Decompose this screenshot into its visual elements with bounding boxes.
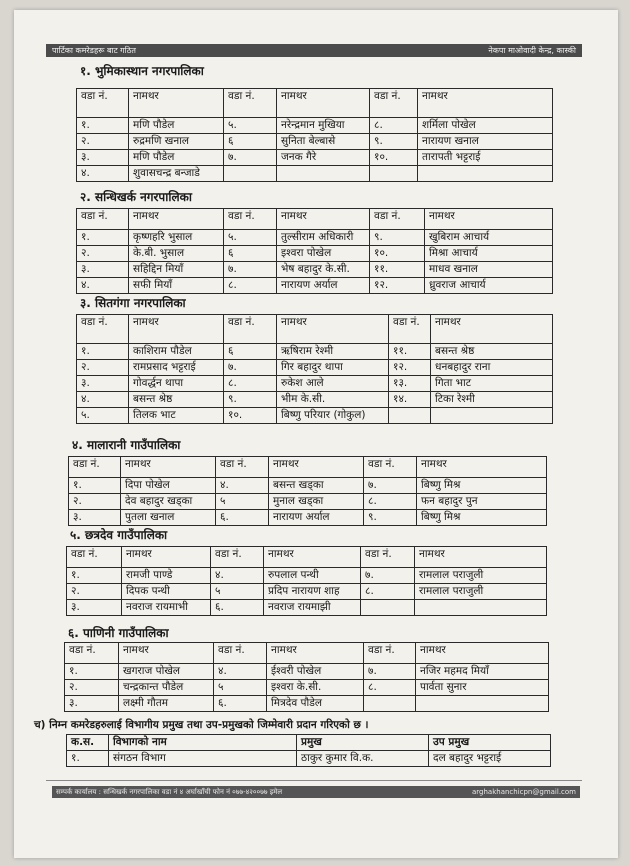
table-header-cell: वडा नं. xyxy=(370,89,418,118)
table-cell: ११. xyxy=(389,344,431,360)
table-cell: ८. xyxy=(364,680,416,696)
header-left-text: पार्टिका कमरेडहरू बाट गठित xyxy=(52,46,136,55)
table-row xyxy=(77,360,553,376)
table-cell: बसन्त खड्का xyxy=(269,478,364,494)
table-cell: भेष बहादुर के.सी. xyxy=(277,262,370,278)
table-row xyxy=(65,696,549,712)
table-header-cell: वडा नं. xyxy=(69,457,121,478)
table-header-cell: क.स. xyxy=(67,735,109,751)
table-header-cell: उप प्रमुख xyxy=(429,735,551,751)
table-cell: ४. xyxy=(77,166,129,182)
table-cell: रुद्रमणि खनाल xyxy=(129,134,224,150)
table-cell: ९. xyxy=(364,510,417,526)
table-header-cell: नामथर xyxy=(415,547,547,568)
table-cell: १. xyxy=(77,344,129,360)
table-cell: ६. xyxy=(214,696,267,712)
table-header-cell: प्रमुख xyxy=(297,735,429,751)
table-row xyxy=(65,664,549,680)
footer-email: arghakhanchicpn@gmail.com xyxy=(471,788,576,796)
table-cell: ८. xyxy=(364,494,417,510)
table-cell: १०. xyxy=(370,246,425,262)
table-cell: १२. xyxy=(370,278,425,294)
table-cell: ५. xyxy=(224,230,277,246)
table-cell: नारायण अर्याल xyxy=(269,510,364,526)
table-cell xyxy=(418,166,553,182)
table-header-row xyxy=(77,315,553,344)
department-table xyxy=(66,734,551,767)
table-cell: बिष्णु परियार (गोकुल) xyxy=(277,408,389,424)
table-header-cell: नामथर xyxy=(425,209,553,230)
table-cell: ७. xyxy=(224,360,277,376)
table-row xyxy=(65,680,549,696)
table-header-cell: नामथर xyxy=(119,643,214,664)
table-row xyxy=(77,166,553,182)
table-cell: सुनिता बेल्बासे xyxy=(277,134,370,150)
table-row xyxy=(67,584,547,600)
ward-table xyxy=(64,642,549,712)
table-row xyxy=(77,376,553,392)
table-cell: ईश्वरी पोखेल xyxy=(267,664,364,680)
table-cell: रामप्रसाद भट्टराई xyxy=(129,360,224,376)
table-header-cell: नामथर xyxy=(416,643,549,664)
table-cell: ८. xyxy=(224,278,277,294)
table-cell: ७. xyxy=(224,262,277,278)
footer-address: सम्पर्क कार्यालय : सन्धिखर्क नगरपालिका वडा नं ४ अर्घाखाँची फोन नं ०७७-४२००७७ इमेल xyxy=(56,788,283,796)
table-row xyxy=(67,751,551,767)
table-row xyxy=(77,344,553,360)
table-header-cell: वडा नं. xyxy=(77,209,129,230)
table-cell xyxy=(277,166,370,182)
table-cell: ६ xyxy=(224,344,277,360)
table-cell: ९. xyxy=(224,392,277,408)
table-header-cell: वडा नं. xyxy=(364,643,416,664)
table-cell: ३. xyxy=(69,510,121,526)
table-cell: पार्वता सुनार xyxy=(416,680,549,696)
table-cell: २. xyxy=(69,494,121,510)
table-cell: बसन्त श्रेष्ठ xyxy=(431,344,553,360)
table-cell: दल बहादुर भट्टराई xyxy=(429,751,551,767)
table-cell xyxy=(416,696,549,712)
table-cell: पुतला खनाल xyxy=(121,510,216,526)
table-cell: ३. xyxy=(65,696,119,712)
table-row xyxy=(77,408,553,424)
table-header-row xyxy=(65,643,549,664)
table-header-cell: नामथर xyxy=(129,209,224,230)
header-right-text: नेकपा माओवादी केन्द्र, कास्की xyxy=(488,46,576,55)
table-row xyxy=(77,118,553,134)
table-header-cell: नामथर xyxy=(277,209,370,230)
table-header-cell: वडा नं. xyxy=(67,547,122,568)
table-cell: खुबिराम आचार्य xyxy=(425,230,553,246)
table-cell: १२. xyxy=(389,360,431,376)
footer-divider xyxy=(46,780,582,781)
table-cell: ५ xyxy=(216,494,269,510)
ward-table xyxy=(76,88,553,182)
table-cell: ध्रुवराज आचार्य xyxy=(425,278,553,294)
table-cell: ३. xyxy=(77,376,129,392)
section-title: २. सन्धिखर्क नगरपालिका xyxy=(80,190,192,204)
table-cell: १३. xyxy=(389,376,431,392)
table-cell: ५ xyxy=(214,680,267,696)
table-header-cell: वडा नं. xyxy=(389,315,431,344)
table-cell: गिता भाट xyxy=(431,376,553,392)
table-header-cell: वडा नं. xyxy=(214,643,267,664)
table-cell: १. xyxy=(69,478,121,494)
table-cell: शर्मिला पोखेल xyxy=(418,118,553,134)
table-header-cell: वडा नं. xyxy=(224,209,277,230)
table-row xyxy=(69,478,547,494)
table-header-cell: वडा नं. xyxy=(224,315,277,344)
table-cell: ४. xyxy=(77,392,129,408)
table-row xyxy=(69,510,547,526)
table-cell xyxy=(431,408,553,424)
table-cell: ८. xyxy=(224,376,277,392)
table-header-cell: वडा नं. xyxy=(77,315,129,344)
table-cell: लक्ष्मी गौतम xyxy=(119,696,214,712)
table-cell: ४. xyxy=(214,664,267,680)
table-cell: ८. xyxy=(361,584,415,600)
table-cell: मुनाल खड्का xyxy=(269,494,364,510)
table-header-cell: वडा नं. xyxy=(224,89,277,118)
table-row xyxy=(69,494,547,510)
table-cell xyxy=(415,600,547,616)
table-header-cell: नामथर xyxy=(431,315,553,344)
table-cell: काशिराम पौडेल xyxy=(129,344,224,360)
table-cell: नवराज रायमाभी xyxy=(122,600,211,616)
table-header-cell: नामथर xyxy=(122,547,211,568)
table-row xyxy=(77,246,553,262)
table-header-cell: विभागको नाम xyxy=(109,735,297,751)
section-title: ५. छत्रदेव गाउँपालिका xyxy=(70,528,168,542)
table-cell: १. xyxy=(67,751,109,767)
table-cell: संगठन विभाग xyxy=(109,751,297,767)
table-cell: १. xyxy=(77,118,129,134)
table-cell: सफी मियाँ xyxy=(129,278,224,294)
table-cell: ठाकुर कुमार वि.क. xyxy=(297,751,429,767)
table-cell: १४. xyxy=(389,392,431,408)
table-cell: रुकेश आले xyxy=(277,376,389,392)
table-header-cell: नामथर xyxy=(264,547,361,568)
table-cell: गिर बहादुर थापा xyxy=(277,360,389,376)
table-cell: ६ xyxy=(224,134,277,150)
table-row xyxy=(77,278,553,294)
table-cell: मणि पौडेल xyxy=(129,118,224,134)
table-header-cell: नामथर xyxy=(129,89,224,118)
table-row xyxy=(67,568,547,584)
table-row xyxy=(77,392,553,408)
table-cell: ९. xyxy=(370,134,418,150)
table-cell: इश्वरा पोखेल xyxy=(277,246,370,262)
table-cell: बसन्त श्रेष्ठ xyxy=(129,392,224,408)
table-header-cell: वडा नं. xyxy=(65,643,119,664)
footer-bar xyxy=(52,786,580,798)
table-header-cell: वडा नं. xyxy=(77,89,129,118)
table-cell xyxy=(389,408,431,424)
table-cell: नजिर महमद मियाँ xyxy=(416,664,549,680)
ward-table xyxy=(68,456,547,526)
table-cell: ४. xyxy=(77,278,129,294)
table-cell: दिपा पोखेल xyxy=(121,478,216,494)
table-cell: २. xyxy=(77,360,129,376)
table-cell: ३. xyxy=(77,150,129,166)
table-row xyxy=(77,262,553,278)
table-cell: ६. xyxy=(216,510,269,526)
table-header-cell: नामथर xyxy=(277,315,389,344)
table-header-cell: नामथर xyxy=(269,457,364,478)
table-header-row xyxy=(67,547,547,568)
table-cell: देव बहादुर खड्का xyxy=(121,494,216,510)
table-cell: के.बी. भुसाल xyxy=(129,246,224,262)
section-title: ६. पाणिनी गाउँपालिका xyxy=(68,626,169,640)
table-cell: ७. xyxy=(364,478,417,494)
table-cell: १०. xyxy=(370,150,418,166)
header-bar xyxy=(46,44,582,57)
table-cell: नारायण अर्याल xyxy=(277,278,370,294)
table-header-cell: नामथर xyxy=(129,315,224,344)
table-cell: १. xyxy=(77,230,129,246)
table-cell: १. xyxy=(65,664,119,680)
table-cell: ५. xyxy=(77,408,129,424)
table-row xyxy=(77,230,553,246)
table-cell xyxy=(224,166,277,182)
section-title: ४. मालारानी गाउँपालिका xyxy=(72,438,181,452)
table-header-cell: वडा नं. xyxy=(211,547,264,568)
table-cell: ५ xyxy=(211,584,264,600)
table-cell: रुपलाल पन्थी xyxy=(264,568,361,584)
table-cell xyxy=(370,166,418,182)
table-cell: ३. xyxy=(67,600,122,616)
table-header-row xyxy=(69,457,547,478)
table-cell: २. xyxy=(77,246,129,262)
table-cell: २. xyxy=(65,680,119,696)
table-cell: मित्रदेव पौडेल xyxy=(267,696,364,712)
table-cell: नारायण खनाल xyxy=(418,134,553,150)
table-cell: तिलक भाट xyxy=(129,408,224,424)
table-cell: ४. xyxy=(211,568,264,584)
table-header-cell: नामथर xyxy=(121,457,216,478)
table-cell: गोवर्द्धन थापा xyxy=(129,376,224,392)
table-cell: ७. xyxy=(224,150,277,166)
table-row xyxy=(67,600,547,616)
table-cell: ६. xyxy=(211,600,264,616)
table-cell: माधव खनाल xyxy=(425,262,553,278)
table-cell: २. xyxy=(77,134,129,150)
table-cell: ५. xyxy=(224,118,277,134)
table-cell: ८. xyxy=(370,118,418,134)
table-cell: बिष्णु मिश्र xyxy=(417,510,547,526)
table-cell: खगराज पोखेल xyxy=(119,664,214,680)
table-cell: शुवासचन्द्र बन्जाडे xyxy=(129,166,224,182)
table-header-cell: वडा नं. xyxy=(370,209,425,230)
table-cell: प्रदिप नारायण शाह xyxy=(264,584,361,600)
table-cell: तुल्सीराम अधिकारी xyxy=(277,230,370,246)
table-header-cell: नामथर xyxy=(417,457,547,478)
table-cell: ९. xyxy=(370,230,425,246)
table-cell: जनक गैरे xyxy=(277,150,370,166)
table-cell: धनबहादुर राना xyxy=(431,360,553,376)
table-cell: इश्वरा के.सी. xyxy=(267,680,364,696)
table-header-row xyxy=(77,89,553,118)
section-title: ३. सितगंगा नगरपालिका xyxy=(80,296,186,310)
table-cell: कृष्णहरि भुसाल xyxy=(129,230,224,246)
table-header-cell: वडा नं. xyxy=(216,457,269,478)
ward-table xyxy=(76,208,553,294)
table-cell: रामलाल पराजुली xyxy=(415,568,547,584)
table-cell: टिका रेश्मी xyxy=(431,392,553,408)
table-cell: नवराज रायमाझी xyxy=(264,600,361,616)
table-cell: सहिद्दिन मियाँ xyxy=(129,262,224,278)
table-header-cell: नामथर xyxy=(277,89,370,118)
table-cell: दिपक पन्थी xyxy=(122,584,211,600)
table-cell: रामजी पाण्डे xyxy=(122,568,211,584)
table-cell: ऋषिराम रेश्मी xyxy=(277,344,389,360)
assignment-note: च) निम्न कमरेडहरुलाई विभागीय प्रमुख तथा उप-प्रमुखको जिम्मेवारी प्रदान गरिएको छ । xyxy=(34,719,369,731)
table-cell: ४. xyxy=(216,478,269,494)
section-title: १. भुमिकास्थान नगरपालिका xyxy=(80,64,204,78)
table-cell: मणि पौडेल xyxy=(129,150,224,166)
document-page xyxy=(14,10,618,858)
table-cell: १. xyxy=(67,568,122,584)
table-cell: ६ xyxy=(224,246,277,262)
ward-table xyxy=(66,546,547,616)
table-cell: भीम के.सी. xyxy=(277,392,389,408)
table-header-cell: वडा नं. xyxy=(364,457,417,478)
table-cell: २. xyxy=(67,584,122,600)
table-header-row xyxy=(77,209,553,230)
table-row xyxy=(77,134,553,150)
table-cell: ७. xyxy=(364,664,416,680)
table-cell: १०. xyxy=(224,408,277,424)
table-cell xyxy=(364,696,416,712)
ward-table xyxy=(76,314,553,424)
table-header-cell: नामथर xyxy=(267,643,364,664)
table-header-row xyxy=(67,735,551,751)
table-cell: तारापती भट्टराई xyxy=(418,150,553,166)
table-cell: नरेन्द्रमान मुखिया xyxy=(277,118,370,134)
table-cell: फन बहादुर पुन xyxy=(417,494,547,510)
table-row xyxy=(77,150,553,166)
table-header-cell: नामथर xyxy=(418,89,553,118)
table-cell: रामलाल पराजुली xyxy=(415,584,547,600)
table-cell: ७. xyxy=(361,568,415,584)
table-cell xyxy=(361,600,415,616)
table-header-cell: वडा नं. xyxy=(361,547,415,568)
table-cell: बिष्णु मिश्र xyxy=(417,478,547,494)
table-cell: मिश्रा आचार्य xyxy=(425,246,553,262)
table-cell: ३. xyxy=(77,262,129,278)
table-cell: ११. xyxy=(370,262,425,278)
table-cell: चन्द्रकान्त पौडेल xyxy=(119,680,214,696)
